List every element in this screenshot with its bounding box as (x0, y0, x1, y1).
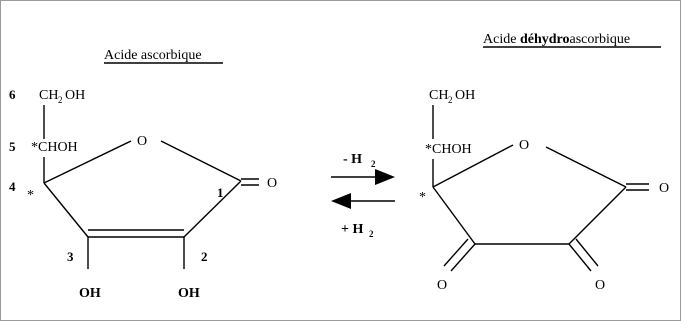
dehydro-bond-o-c1 (546, 147, 626, 187)
reverse-reaction-label (341, 222, 374, 239)
bond-c3-c4 (44, 183, 88, 237)
reaction-diagram (1, 1, 681, 321)
dehydro-choh: *CHOH (425, 142, 472, 157)
position-6: 6 (9, 87, 16, 102)
dehydro-bond-c3-c4 (433, 187, 475, 244)
dehydro-ch2oh-sub: 2 (448, 95, 453, 105)
dehydro-keto-o-c2: O (595, 278, 606, 293)
position-1: 1 (217, 185, 224, 200)
dehydro-carbonyl-oxygen: O (659, 181, 670, 196)
bond-o-c1 (161, 141, 241, 181)
ascorbic-oh-c2: OH (178, 286, 200, 301)
ascorbic-ch2oh-sub: 2 (58, 95, 63, 105)
ascorbic-ch2oh-oh: OH (65, 88, 86, 103)
ascorbic-ch2oh-c: CH (39, 88, 59, 103)
dehydro-ch2oh-oh: OH (455, 88, 476, 103)
forward-arrowhead (375, 169, 395, 185)
position-5: 5 (9, 139, 16, 154)
forward-label-text: - H (343, 152, 363, 167)
ascorbic-ch2oh (39, 88, 85, 105)
ascorbic-choh: *CHOH (31, 140, 78, 155)
bond-c1-c2 (184, 181, 241, 237)
forward-reaction-label (343, 152, 376, 169)
dehydro-bond-c3-keto (451, 244, 475, 271)
dehydro-title: Acide déhydroascorbique (483, 32, 631, 47)
ascorbic-title: Acide ascorbique (104, 48, 202, 63)
dehydro-ch2oh (429, 88, 475, 105)
forward-label-sub: 2 (371, 159, 376, 169)
ascorbic-carbonyl-oxygen: O (267, 176, 278, 191)
reverse-label-sub: 2 (369, 229, 374, 239)
dehydro-keto-o-c3: O (437, 278, 448, 293)
ascorbic-c4-star: * (27, 188, 34, 203)
position-2: 2 (201, 249, 208, 264)
dehydro-ring-oxygen: O (519, 138, 530, 153)
dehydro-bond-c2-keto (569, 244, 591, 271)
dehydro-bond-c3-keto-double (444, 239, 468, 266)
position-3: 3 (67, 249, 74, 264)
dehydro-ch2oh-c: CH (429, 88, 449, 103)
reverse-arrowhead (331, 193, 351, 209)
position-4: 4 (9, 179, 16, 194)
dehydro-bond-c1-c2 (569, 187, 626, 244)
ascorbic-ring-oxygen: O (137, 134, 148, 149)
ascorbic-oh-c3: OH (79, 286, 101, 301)
reverse-label-text: + H (341, 222, 364, 237)
dehydro-bond-c2-keto-double (576, 239, 598, 266)
dehydro-c4-star: * (419, 190, 426, 205)
